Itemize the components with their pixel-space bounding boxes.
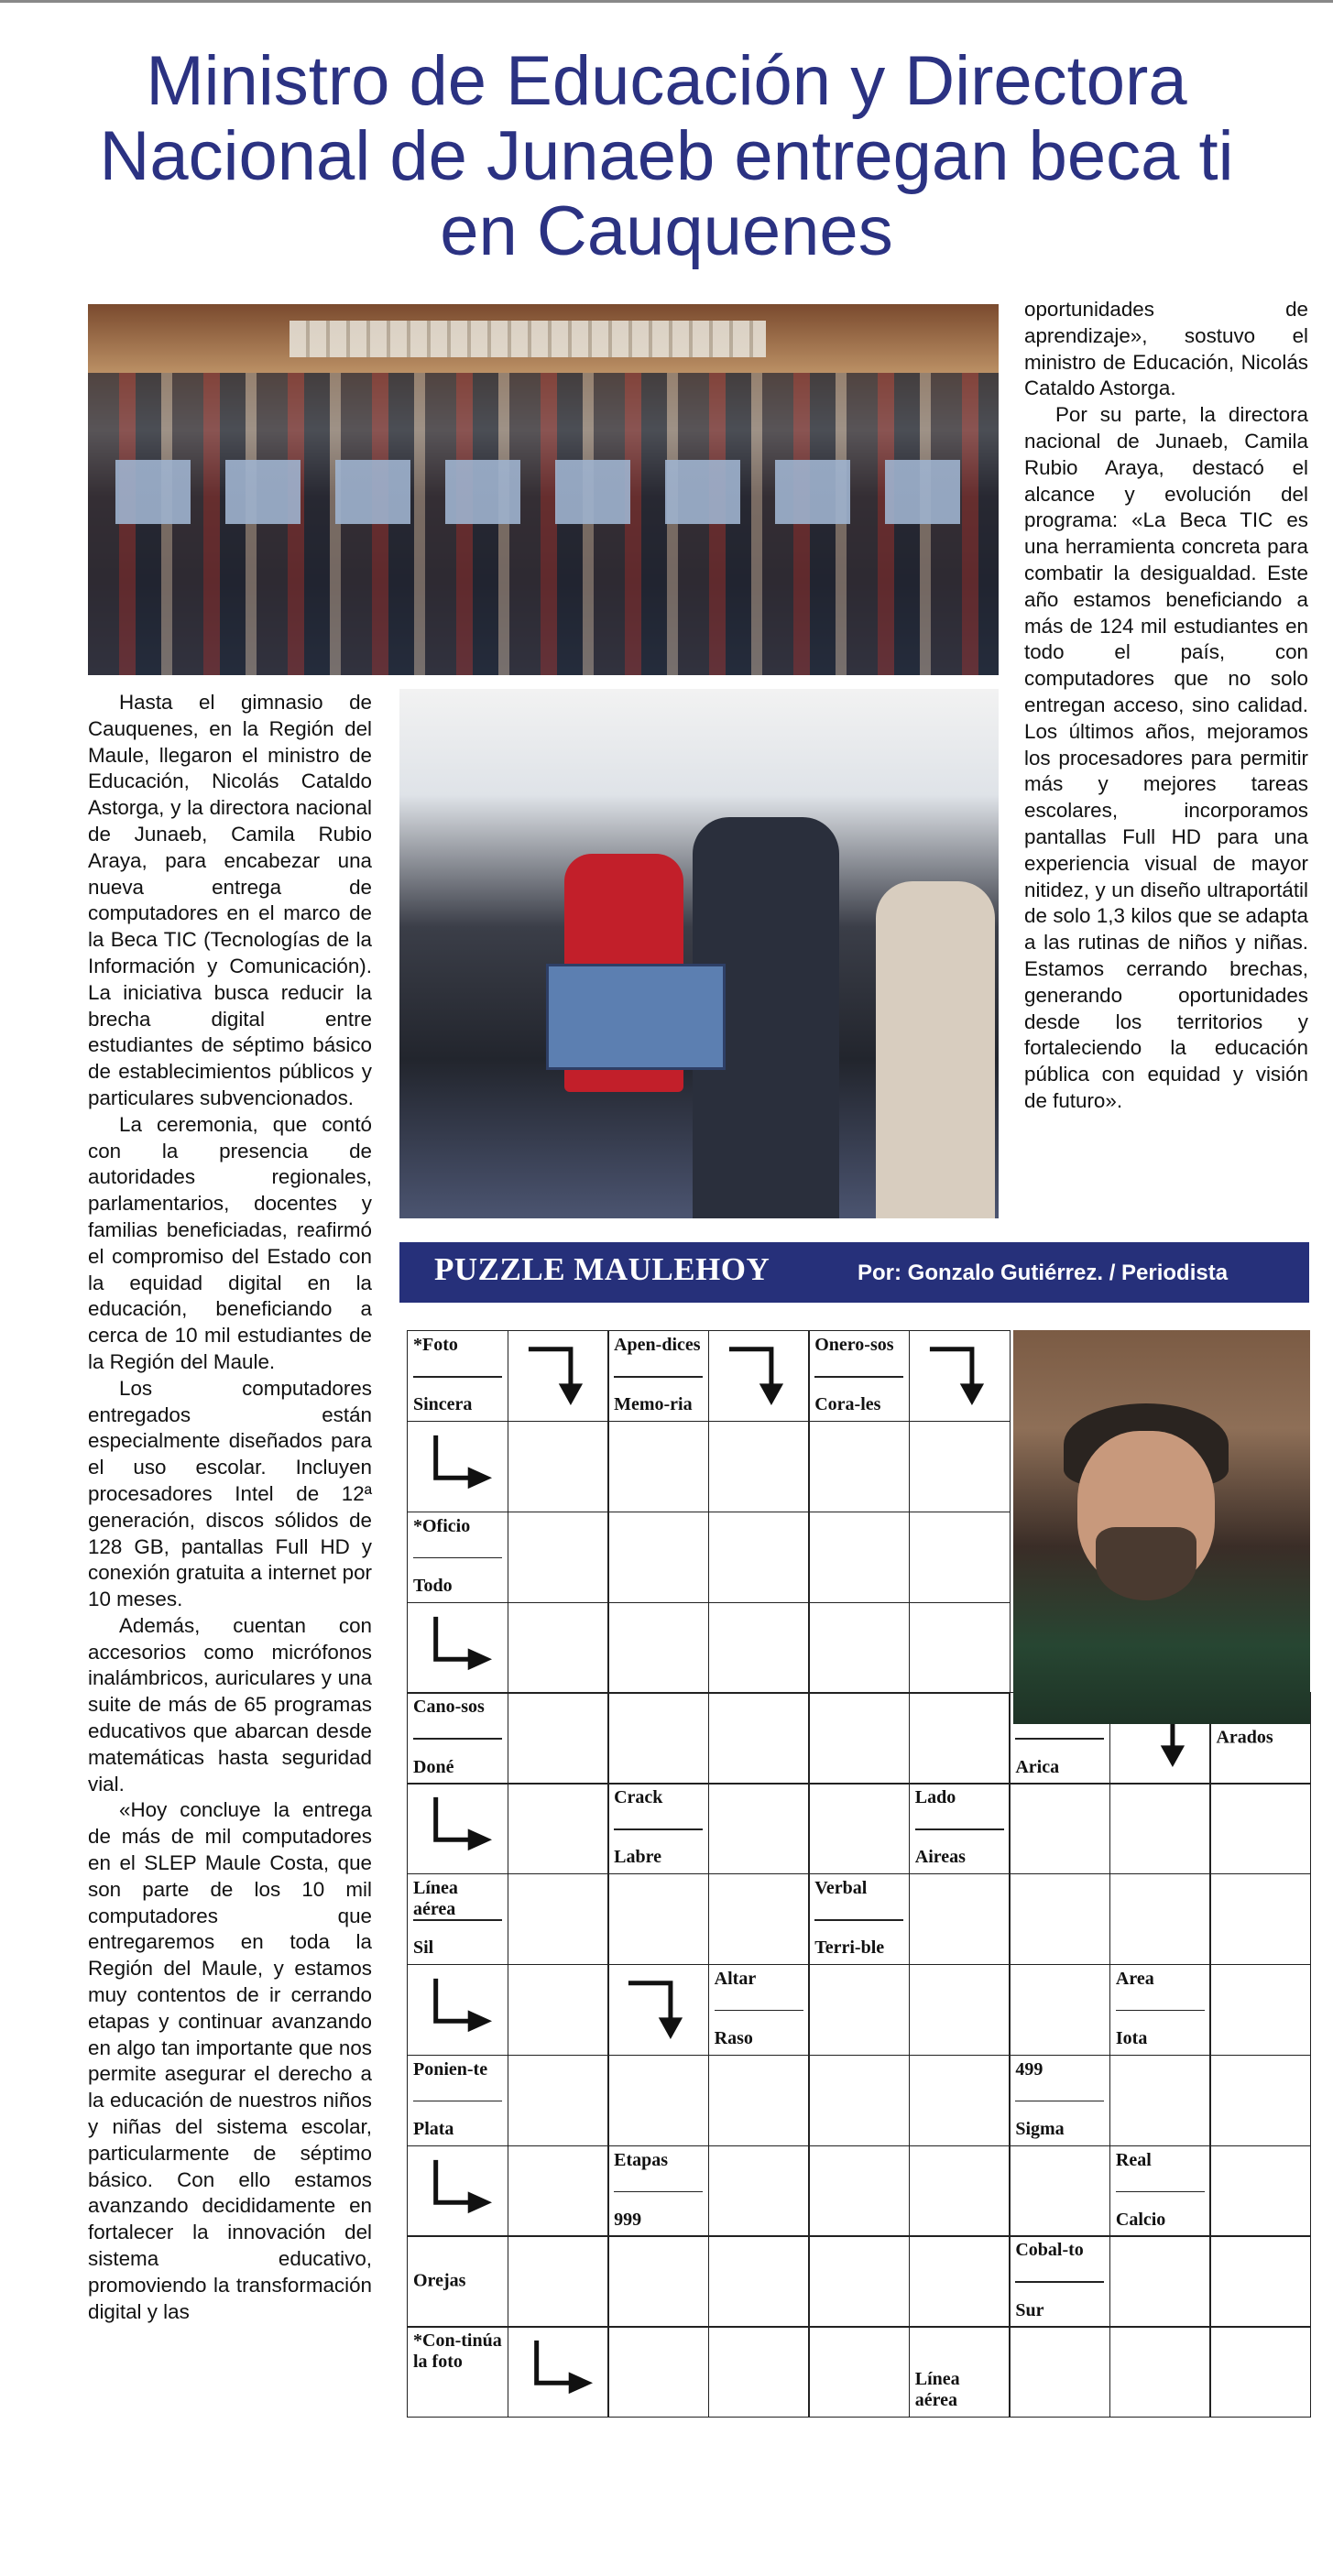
grid-cell[interactable] bbox=[508, 1964, 609, 2056]
clue-text: Real bbox=[1115, 2149, 1152, 2170]
clue-text: 999 bbox=[614, 2209, 642, 2230]
clue-cell bbox=[407, 2326, 508, 2418]
grid-cell[interactable] bbox=[808, 2326, 910, 2418]
clue-text: Labre bbox=[614, 1847, 661, 1868]
grid-cell[interactable] bbox=[607, 2235, 709, 2327]
arrow-down-right-icon bbox=[408, 1965, 508, 2056]
clue-cell bbox=[607, 1330, 709, 1422]
grid-cell[interactable] bbox=[708, 1421, 810, 1512]
grid-cell[interactable] bbox=[607, 1873, 709, 1965]
grid-cell[interactable] bbox=[808, 1783, 910, 1874]
puzzle-portrait-photo bbox=[1013, 1330, 1310, 1724]
clue-cell bbox=[909, 2326, 1011, 2418]
grid-cell[interactable] bbox=[508, 2235, 609, 2327]
clue-cell bbox=[607, 1783, 709, 1874]
grid-cell[interactable] bbox=[708, 2055, 810, 2146]
arrow-right-down-icon bbox=[709, 1331, 810, 1422]
grid-cell[interactable] bbox=[508, 1512, 609, 1603]
clue-divider bbox=[614, 2191, 703, 2193]
clue-divider bbox=[1116, 2010, 1205, 2012]
grid-cell[interactable] bbox=[808, 2235, 910, 2327]
clue-text: Línea aérea bbox=[914, 2369, 960, 2411]
grid-cell[interactable] bbox=[808, 1512, 910, 1603]
clue-divider bbox=[1015, 2281, 1104, 2283]
clue-text: Terri-ble bbox=[814, 1937, 885, 1959]
arrow-down-right-icon bbox=[408, 1603, 508, 1694]
grid-cell[interactable] bbox=[1109, 1783, 1211, 1874]
grid-cell[interactable] bbox=[909, 1512, 1011, 1603]
clue-divider bbox=[814, 1919, 903, 1921]
grid-cell[interactable] bbox=[909, 1873, 1011, 1965]
clue-divider bbox=[413, 1919, 502, 1921]
clue-divider bbox=[614, 1828, 703, 1830]
grid-cell[interactable] bbox=[508, 1421, 609, 1512]
grid-cell[interactable] bbox=[1209, 2055, 1311, 2146]
grid-cell bbox=[407, 1421, 508, 1512]
clue-cell bbox=[808, 1330, 910, 1422]
grid-cell[interactable] bbox=[1209, 1964, 1311, 2056]
clue-text: Cora-les bbox=[814, 1394, 881, 1415]
clue-cell bbox=[1109, 2145, 1211, 2237]
clue-cell bbox=[1009, 2055, 1110, 2146]
clue-text: Memo-ria bbox=[614, 1394, 693, 1415]
grid-cell[interactable] bbox=[808, 1964, 910, 2056]
grid-cell[interactable] bbox=[708, 2235, 810, 2327]
grid-cell[interactable] bbox=[508, 1602, 609, 1694]
clue-text: Etapas bbox=[614, 2149, 669, 2170]
grid-cell[interactable] bbox=[708, 2145, 810, 2237]
clue-divider bbox=[814, 1376, 903, 1378]
puzzle-header bbox=[399, 1242, 1309, 1303]
arrow-down-right-icon bbox=[408, 2146, 508, 2237]
article-body-right bbox=[1024, 297, 1308, 1115]
grid-cell[interactable] bbox=[708, 1783, 810, 1874]
officials-student-photo bbox=[399, 689, 999, 1218]
grid-cell[interactable] bbox=[607, 2055, 709, 2146]
paragraph: «Hoy concluye la entrega de más de mil computadores en el SLEP Maule Costa, que son parte de los 10 mil computadores que entregaremos en toda la Región del Maule, y estamos muy contentos de ir cerrando etapas y continuar avanzando en algo tan importante que nos permite asegurar el derecho a la educación de nuestros niños y niñas del sistema escolar, particularmente de séptimo básico. Con ello estamos avanzando decididamente en fortalecer la innovación del sistema educativo, promoviendo la transformación digital y las bbox=[88, 1798, 372, 2323]
clue-cell bbox=[1109, 1964, 1211, 2056]
paragraph: Los computadores entregados están especialmente diseñados para el uso escolar. Incluyen procesadores Intel de 12ª generación, discos sólidos de 128 GB, pantallas Full HD y conexión gratuita a internet por 10 meses. bbox=[88, 1376, 372, 1611]
grid-cell[interactable] bbox=[909, 2145, 1011, 2237]
puzzle-title: PUZZLE MAULEHOY bbox=[434, 1251, 770, 1287]
grid-cell[interactable] bbox=[1009, 1873, 1110, 1965]
arrow-right-down-icon bbox=[608, 1965, 709, 2056]
clue-text: Arados bbox=[1216, 1727, 1273, 1748]
clue-cell bbox=[407, 2235, 508, 2327]
arrow-right-down-icon bbox=[910, 1331, 1011, 1422]
clue-divider bbox=[413, 1738, 502, 1740]
clue-divider bbox=[1015, 1738, 1104, 1740]
clue-cell bbox=[808, 1873, 910, 1965]
grid-cell bbox=[508, 1330, 609, 1422]
grid-cell bbox=[407, 1783, 508, 1874]
clue-text: Cobal-to bbox=[1015, 2240, 1084, 2261]
grid-cell bbox=[508, 2326, 609, 2418]
grid-cell bbox=[909, 1330, 1011, 1422]
clue-divider bbox=[413, 2101, 502, 2102]
clue-text: Altar bbox=[714, 1968, 757, 1989]
grid-cell[interactable] bbox=[1109, 2326, 1211, 2418]
grid-cell[interactable] bbox=[808, 1602, 910, 1694]
clue-text: Sigma bbox=[1015, 2118, 1065, 2139]
grid-cell[interactable] bbox=[1209, 1873, 1311, 1965]
paragraph: Hasta el gimnasio de Cauquenes, en la Región del Maule, llegaron el ministro de Educación, Nicolás Cataldo Astorga, y la directora nacional de Junaeb, Camila Rubio Araya, para encabezar una nueva entrega de computadores en el marco de la Beca TIC (Tecnologías de la Información y Comunicación). La iniciativa busca reducir la brecha digital entre estudiantes de séptimo básico de establecimientos públicos y particulares subvencionados. bbox=[88, 691, 372, 1109]
article-body-left bbox=[88, 690, 372, 2325]
article-headline: Ministro de Educación y Directora Nacional de Junaeb entregan beca ti en Cauquenes bbox=[99, 42, 1234, 270]
clue-text: Raso bbox=[714, 2028, 753, 2049]
clue-text: Todo bbox=[413, 1575, 453, 1596]
clue-text: Apen-dices bbox=[614, 1335, 701, 1355]
grid-cell[interactable] bbox=[1209, 2235, 1311, 2327]
grid-cell[interactable] bbox=[909, 1964, 1011, 2056]
grid-cell[interactable] bbox=[607, 1512, 709, 1603]
grid-cell[interactable] bbox=[508, 1692, 609, 1784]
clue-divider bbox=[614, 1376, 703, 1378]
paragraph: Además, cuentan con accesorios como micrófonos inalámbricos, auriculares y una suite de más de 65 programas educativos que abarcan desde matemáticas hasta seguridad vial. bbox=[88, 1613, 372, 1796]
puzzle-author: Por: Gonzalo Gutiérrez. / Periodista bbox=[858, 1261, 1229, 1285]
clue-cell bbox=[407, 1512, 508, 1603]
grid-cell bbox=[407, 2145, 508, 2237]
grid-cell[interactable] bbox=[508, 1783, 609, 1874]
clue-cell bbox=[1009, 2235, 1110, 2327]
grid-cell[interactable] bbox=[808, 2145, 910, 2237]
grid-cell[interactable] bbox=[607, 2326, 709, 2418]
clue-text: Sur bbox=[1015, 2299, 1044, 2320]
clue-text: Verbal bbox=[814, 1878, 868, 1898]
top-rule bbox=[0, 0, 1333, 3]
grid-cell[interactable] bbox=[508, 2055, 609, 2146]
clue-text: 499 bbox=[1015, 2058, 1043, 2079]
clue-divider bbox=[715, 2010, 803, 2012]
clue-text: Línea aérea bbox=[413, 1878, 458, 1919]
clue-text: Plata bbox=[413, 2118, 454, 2139]
grid-cell[interactable] bbox=[708, 1512, 810, 1603]
clue-text: Area bbox=[1115, 1968, 1154, 1989]
clue-text: Lado bbox=[914, 1787, 956, 1808]
grid-cell[interactable] bbox=[708, 1692, 810, 1784]
grid-cell bbox=[407, 1602, 508, 1694]
clue-text: Arica bbox=[1015, 1756, 1060, 1777]
grid-cell[interactable] bbox=[1109, 2055, 1211, 2146]
clue-cell bbox=[407, 1330, 508, 1422]
clue-cell bbox=[407, 2055, 508, 2146]
clue-text: Orejas bbox=[413, 2270, 466, 2291]
clue-text: *Foto bbox=[413, 1335, 458, 1355]
clue-cell bbox=[407, 1692, 508, 1784]
clue-text: Doné bbox=[413, 1756, 454, 1777]
grid-cell[interactable] bbox=[1009, 1783, 1110, 1874]
grid-cell[interactable] bbox=[708, 1873, 810, 1965]
clue-cell bbox=[607, 2145, 709, 2237]
clue-text: Aireas bbox=[914, 1847, 966, 1868]
grid-cell[interactable] bbox=[909, 2055, 1011, 2146]
clue-text: Cano-sos bbox=[413, 1697, 485, 1718]
clue-divider bbox=[413, 1557, 502, 1559]
arrow-down-right-icon bbox=[408, 1422, 508, 1512]
grid-cell[interactable] bbox=[607, 1692, 709, 1784]
grid-cell[interactable] bbox=[909, 2235, 1011, 2327]
grid-cell bbox=[407, 1964, 508, 2056]
paragraph: Por su parte, la directora nacional de Junaeb, Camila Rubio Araya, destacó el alcance y evolución del programa: «La Beca TIC es una herramienta concreta para combatir la desigualdad. Este año estamos beneficiando a más de 124 mil estudiantes en todo el país, con computadores que no solo entregan acceso, sino calidad. Los últimos años, mejoramos los procesadores para permitir más y mejores tareas escolares, incorporamos pantallas Full HD para una experiencia visual de mayor nitidez, y un diseño ultraportátil de solo 1,3 kilos que se adapta a las rutinas de niños y niñas. Estamos cerrando brechas, generando oportunidades desde los territorios y fortaleciendo la educación pública con equidad y visión de futuro». bbox=[1024, 403, 1308, 1112]
arrow-down-right-icon bbox=[408, 1784, 508, 1874]
grid-cell[interactable] bbox=[909, 1602, 1011, 1694]
clue-text: Ponien-te bbox=[413, 2058, 488, 2079]
arrow-right-down-icon bbox=[508, 1331, 609, 1422]
clue-text: *Oficio bbox=[413, 1515, 471, 1536]
grid-cell[interactable] bbox=[808, 1421, 910, 1512]
clue-cell bbox=[909, 1783, 1011, 1874]
grid-cell[interactable] bbox=[508, 1873, 609, 1965]
grid-cell[interactable] bbox=[1209, 1783, 1311, 1874]
clue-text: Sil bbox=[413, 1937, 434, 1959]
grid-cell bbox=[607, 1964, 709, 2056]
clue-divider bbox=[915, 1828, 1004, 1830]
grid-cell[interactable] bbox=[508, 2145, 609, 2237]
clue-text: Onero-sos bbox=[814, 1335, 894, 1355]
arrow-down-right-icon bbox=[508, 2327, 609, 2418]
clue-text: *Con-tinúa la foto bbox=[413, 2330, 502, 2373]
grid-cell[interactable] bbox=[909, 1692, 1011, 1784]
clue-divider bbox=[413, 1376, 502, 1378]
clue-cell bbox=[708, 1964, 810, 2056]
grid-cell bbox=[708, 1330, 810, 1422]
grid-cell[interactable] bbox=[1209, 2145, 1311, 2237]
clue-text: Sincera bbox=[413, 1394, 473, 1415]
grid-cell[interactable] bbox=[808, 2055, 910, 2146]
ceremony-group-photo bbox=[88, 304, 999, 675]
grid-cell[interactable] bbox=[1009, 1964, 1110, 2056]
grid-cell[interactable] bbox=[808, 1692, 910, 1784]
grid-cell[interactable] bbox=[1009, 2145, 1110, 2237]
clue-text: Crack bbox=[614, 1787, 663, 1808]
grid-cell[interactable] bbox=[708, 1602, 810, 1694]
grid-cell[interactable] bbox=[607, 1421, 709, 1512]
grid-cell[interactable] bbox=[708, 2326, 810, 2418]
clue-cell bbox=[407, 1873, 508, 1965]
grid-cell[interactable] bbox=[1009, 2326, 1110, 2418]
grid-cell[interactable] bbox=[1109, 2235, 1211, 2327]
paragraph: La ceremonia, que contó con la presencia de autoridades regionales, parlamentarios, docentes y familias beneficiadas, reafirmó el compromiso del Estado con la equidad digital en la educación, beneficiando a cerca de 10 mil estudiantes de la Región del Maule. bbox=[88, 1112, 372, 1373]
grid-cell[interactable] bbox=[1209, 2326, 1311, 2418]
grid-cell[interactable] bbox=[1109, 1873, 1211, 1965]
grid-cell[interactable] bbox=[607, 1602, 709, 1694]
clue-divider bbox=[1015, 2101, 1104, 2102]
paragraph: oportunidades de aprendizaje», sostuvo el ministro de Educación, Nicolás Cataldo Astorga. bbox=[1024, 298, 1308, 400]
clue-divider bbox=[1116, 2191, 1205, 2193]
clue-text: Iota bbox=[1115, 2028, 1148, 2049]
grid-cell[interactable] bbox=[909, 1421, 1011, 1512]
clue-text: Calcio bbox=[1115, 2209, 1166, 2230]
